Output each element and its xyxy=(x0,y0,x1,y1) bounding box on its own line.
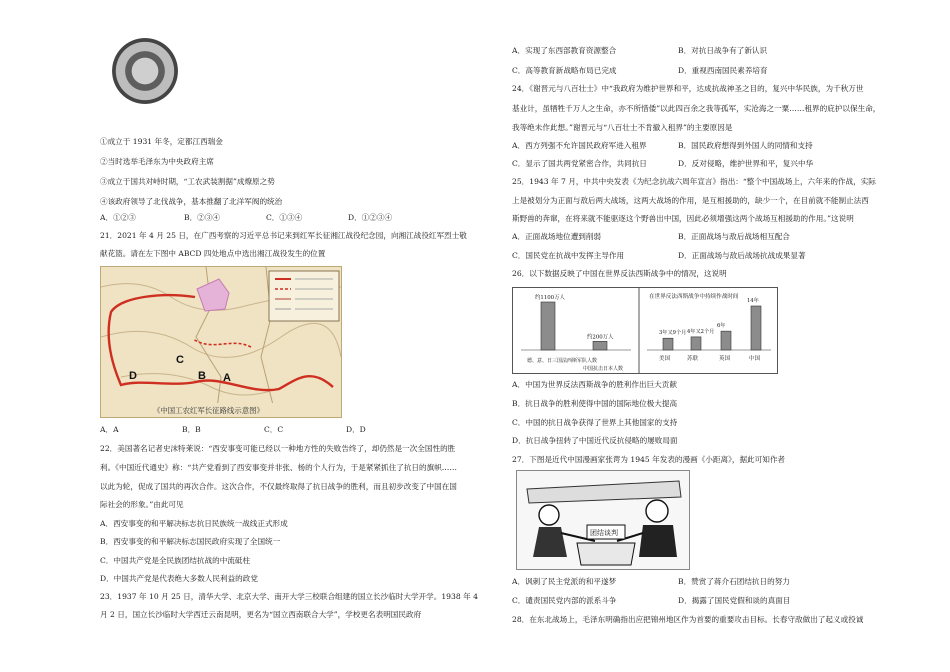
q23-option-d: D．重视西南国民素养培育 xyxy=(678,66,768,75)
q27-stem: 27．下图是近代中国漫画家张谔为 1945 年发表的漫画《小距离》，据此可知作者 xyxy=(512,455,786,464)
q27-option-a: A．讽刺了民主党派的和平遂梦 xyxy=(512,577,617,586)
q20-option-d: D．①②③④ xyxy=(348,213,393,222)
map-caption: 《中国工农红军长征路线示意图》 xyxy=(153,406,264,415)
chart1-cat-1: 德、意、日三国法西斯军队人数 xyxy=(527,358,598,364)
q25-line-2: 上是被划分为正面与敌后两大战场，这两大战场的作用，是互相援助的，缺少一个，在目前就不能制止法西 xyxy=(512,196,869,205)
q26-option-d: D．抗日战争扭转了中国近代反抗侵略的屡败局面 xyxy=(512,436,678,445)
q28-stem: 28．在东北战场上，毛泽东明确指出应把锦州地区作为首要的重要攻击目标。长春守敌做出了起义或投诚 xyxy=(512,615,864,624)
chart1-cat-2: 中国抗击日本人数 xyxy=(583,366,624,372)
q26-option-b: B．抗日战争的胜利使得中国的国际地位极大提高 xyxy=(512,399,678,408)
q21-option-c: C．C xyxy=(264,425,284,434)
q22-option-c: C．中国共产党是全民族团结抗战的中流砥柱 xyxy=(100,556,251,565)
q21-option-d: D．D xyxy=(346,425,366,434)
q22-option-d: D．中国共产党是代表绝大多数人民利益的政党 xyxy=(100,574,258,583)
q24-option-a: A．西方列强不允许国民政府军进入租界 xyxy=(512,141,647,150)
chart2-bar-2 xyxy=(691,337,701,350)
q20-option-c: C．①③④ xyxy=(266,213,303,222)
chart2-cat-4: 中国 xyxy=(749,356,761,362)
q22-option-b: B．西安事变的和平解决标志国民政府实现了全国统一 xyxy=(100,537,281,546)
chart2-bar-1 xyxy=(663,338,673,350)
q25-option-d: D．正面战场与敌后战场抗战成果显著 xyxy=(678,251,806,260)
q23-line-1: 23．1937 年 10 月 25 日，清华大学、北京大学、南开大学三校联合组建的国立长沙临时大学开学。1938 年 4 xyxy=(100,592,478,601)
chart2-cat-2: 苏联 xyxy=(687,356,699,362)
q27-option-c: C．谴责国民党内部的派系斗争 xyxy=(512,596,617,605)
chart1-bar-2 xyxy=(593,341,607,350)
q24-option-b: B．国民政府想得到外国人的同情和支持 xyxy=(678,141,813,150)
school-seal-image xyxy=(112,38,178,104)
chart2-title-line: 在世界反法西斯战争中持续作战时间 xyxy=(649,294,739,300)
q23-line-2: 月 2 日，国立长沙临时大学西迁云南昆明，更名为“国立西南联合大学”，学校更名表明国民政府 xyxy=(100,610,422,619)
chart2-bar-3 xyxy=(721,331,731,350)
q27-option-d: D．揭露了国民党假和谈的真面目 xyxy=(678,596,791,605)
q24-option-c: C．显示了国共两党紧密合作，共同抗日 xyxy=(512,159,647,168)
q22-line-1: 22．美国著名记者史沫特莱说：“西安事变可能已经以一种地方性的失败告终了，却仍然是一次全国性的胜 xyxy=(100,444,456,453)
q21-option-b: B．B xyxy=(182,425,201,434)
q23-option-b: B．对抗日战争有了新认识 xyxy=(678,46,768,55)
chart2-cat-1: 美国 xyxy=(659,356,671,362)
q20-statement-3: ③成立于国共对峙时期，“工农武装割据”成燎原之势 xyxy=(100,177,275,186)
cartoon-label: 团结谈判 xyxy=(590,529,618,537)
q23-option-a: A．实现了东西部教育资源整合 xyxy=(512,46,617,55)
q27-option-b: B．赞赏了蒋介石团结抗日的努力 xyxy=(678,577,790,586)
q20-option-b: B．②③④ xyxy=(184,213,220,222)
q20-option-a: A．①②③ xyxy=(100,213,136,222)
q23-option-c: C．高等教育新战略布局已完成 xyxy=(512,66,617,75)
map-point-a: A xyxy=(223,372,231,384)
q20-statement-2: ②当时选举毛泽东为中央政府主席 xyxy=(100,157,214,166)
q20-statement-1: ①成立于 1931 年冬，定都江西瑞金 xyxy=(100,137,223,146)
q26-chart xyxy=(512,287,778,374)
map-point-b: B xyxy=(198,370,206,382)
q22-line-4: 际社会的形象。”由此可见 xyxy=(100,500,184,509)
q24-line-1: 24．《谢晋元与八百壮士》中“我政府为维护世界和平，达成抗战神圣之目的，复兴中华民族，为千秋万世 xyxy=(512,84,864,93)
map-point-c: C xyxy=(176,354,184,366)
q22-line-3: 以此为轮，促成了国共的再次合作。这次合作，不仅最终取得了抗日战争的胜利，而且初步改变了中国在国 xyxy=(100,482,457,491)
q21-line-2: 献花篮。请在左下图中 ABCD 四处地点中选出湘江战役发生的位置 xyxy=(100,249,326,258)
map-point-d: D xyxy=(129,370,137,382)
chart2-bar-4 xyxy=(751,306,761,350)
q25-line-3: 斯野兽的奔窜，在将来就不能驱逐这个野兽出中国，因此必须增强这两个战场互相援助的作用。”这说明 xyxy=(512,214,854,223)
q24-option-d: D．反对侵略，维护世界和平，复兴中华 xyxy=(678,159,814,168)
q21-line-1: 21．2021 年 4 月 25 日，在广西考察的习近平总书记来到红军长征湘江战役纪念园，向湘江战役红军烈士敬 xyxy=(100,231,467,240)
q25-option-c: C．国民党在抗战中发挥主导作用 xyxy=(512,251,625,260)
chart2-label-1: 3年又9个月 xyxy=(659,330,687,337)
chart2-label-2: 4年又2个月 xyxy=(687,328,715,335)
q25-option-b: B．正面战场与敌后战场相互配合 xyxy=(678,232,790,241)
q24-line-2: 基业计，虽牺牲千万人之生命，亦不所惜倭”以此四百余之我等孤军，实沧海之一粟……租界的庇护以保生命， xyxy=(512,104,881,113)
q22-line-2: 利。《中国近代通史》称：“共产党看到了西安事变并非张、杨的个人行为，于是紧紧抓住了抗日的旗帜…… xyxy=(100,463,457,472)
long-march-map xyxy=(100,266,342,418)
q22-option-a: A．西安事变的和平解决标志抗日民族统一战线正式形成 xyxy=(100,519,288,528)
chart2-cat-3: 英国 xyxy=(719,356,731,362)
q20-statement-4: ④该政府领导了北伐战争，基本推翻了北洋军阀的统治 xyxy=(100,197,283,206)
chart2-label-3: 6年 xyxy=(717,323,726,330)
chart1-bar-1 xyxy=(541,302,555,350)
q25-option-a: A．正面战场地位遭到削弱 xyxy=(512,232,602,241)
q27-cartoon-image xyxy=(516,470,690,570)
q25-line-1: 25．1943 年 7 月，中共中央发表《为纪念抗战六周年宣言》指出：“整个中国战场上，六年来的作战，实际 xyxy=(512,177,876,186)
q26-option-a: A．中国为世界反法西斯战争的胜利作出巨大贡献 xyxy=(512,380,677,389)
q24-line-3: 我等绝未作此想。”谢晋元与“八百壮士不肯撤入租界”的主要原因是 xyxy=(512,123,733,132)
chart1-label-2: 约200万人 xyxy=(587,334,614,341)
q26-stem: 26．以下数据反映了中国在世界反法西斯战争中的情况，这说明 xyxy=(512,269,727,278)
q21-option-a: A．A xyxy=(100,425,119,434)
q26-option-c: C．中国的抗日战争获得了世界上其他国家的支持 xyxy=(512,418,678,427)
chart2-label-4: 14年 xyxy=(747,298,759,304)
chart1-label-1: 约1100万人 xyxy=(535,295,565,301)
